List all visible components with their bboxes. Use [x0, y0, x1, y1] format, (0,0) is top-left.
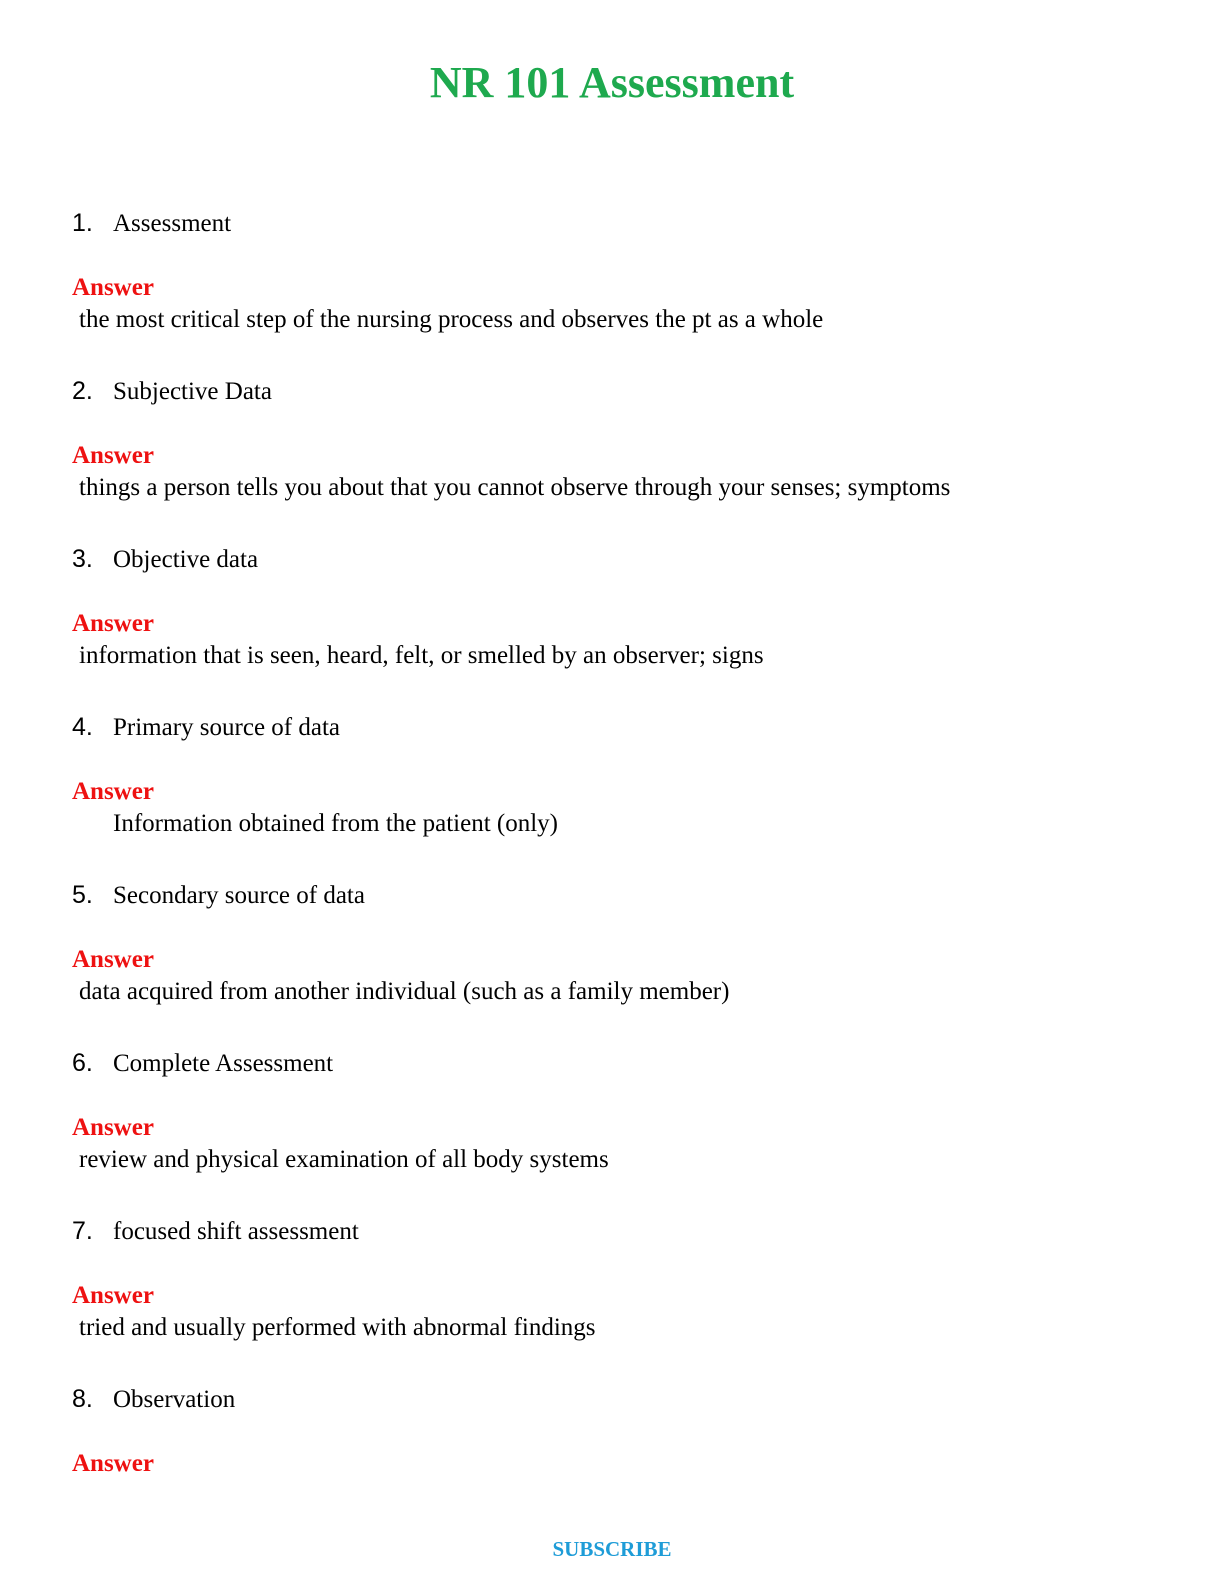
question-text: Complete Assessment [113, 1050, 334, 1077]
question-text: Assessment [113, 210, 232, 237]
answer-label: Answer [72, 1450, 154, 1477]
qa-item-7 [72, 1215, 1152, 1344]
question-text: Objective data [113, 546, 259, 573]
question-line [72, 1383, 1152, 1416]
question-line [72, 207, 1152, 240]
qa-item-6 [72, 1047, 1152, 1176]
answer-label: Answer [72, 1114, 154, 1141]
qa-item-1 [72, 207, 1152, 336]
question-line [72, 711, 1152, 744]
question-text: Subjective Data [113, 378, 272, 405]
answer-label: Answer [72, 778, 154, 805]
question-text: Secondary source of data [113, 882, 365, 909]
qa-item-5 [72, 879, 1152, 1008]
answer-label: Answer [72, 442, 154, 469]
question-line [72, 543, 1152, 576]
qa-item-3 [72, 543, 1152, 672]
answer-label: Answer [72, 274, 154, 301]
question-line [72, 375, 1152, 408]
page-footer [0, 1537, 1224, 1562]
question-number: 7. [72, 1217, 93, 1245]
subscribe-link[interactable]: SUBSCRIBE [552, 1537, 672, 1561]
question-number: 5. [72, 881, 93, 909]
answer-text: information that is seen, heard, felt, or smelled by an observer; signs [79, 642, 764, 669]
question-number: 3. [72, 545, 93, 573]
answer-label: Answer [72, 1282, 154, 1309]
question-line [72, 1047, 1152, 1080]
question-number: 8. [72, 1385, 93, 1413]
question-text: Primary source of data [113, 714, 341, 741]
answer-text: things a person tells you about that you cannot observe through your senses; symptoms [79, 474, 951, 501]
answer-text: tried and usually performed with abnormal findings [79, 1314, 596, 1341]
question-line [72, 1215, 1152, 1248]
question-line [72, 879, 1152, 912]
answer-text: the most critical step of the nursing process and observes the pt as a whole [79, 306, 824, 333]
answer-text: data acquired from another individual (such as a family member) [79, 978, 730, 1005]
question-number: 6. [72, 1049, 93, 1077]
qa-item-8 [72, 1383, 1152, 1480]
answer-text: review and physical examination of all body systems [79, 1146, 609, 1173]
page-title: NR 101 Assessment [429, 58, 795, 107]
qa-item-4 [72, 711, 1152, 840]
qa-item-2 [72, 375, 1152, 504]
answer-label: Answer [72, 610, 154, 637]
question-text: focused shift assessment [113, 1218, 359, 1245]
question-number: 2. [72, 377, 93, 405]
answer-label: Answer [72, 946, 154, 973]
question-text: Observation [113, 1386, 236, 1413]
answer-text: Information obtained from the patient (only) [113, 810, 559, 837]
question-number: 1. [72, 209, 93, 237]
question-number: 4. [72, 713, 93, 741]
